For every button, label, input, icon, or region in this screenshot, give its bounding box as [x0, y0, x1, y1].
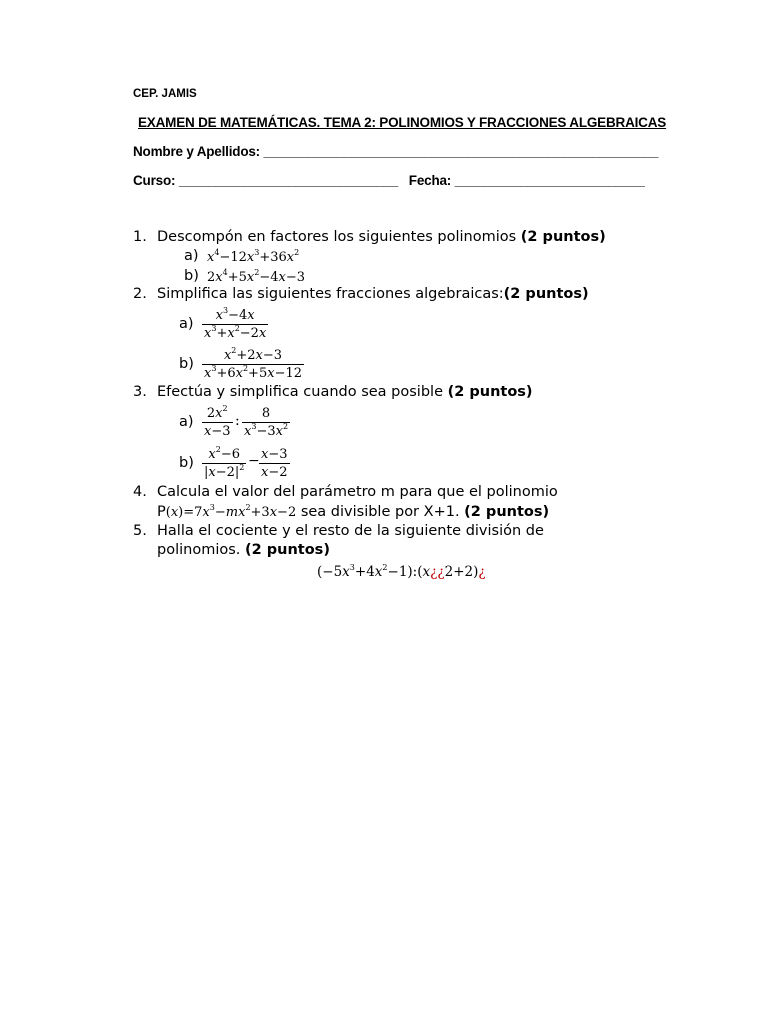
- course-blank: ______________________________: [178, 173, 399, 188]
- course-date-line: [133, 173, 645, 188]
- q2-statement: Simplifica las siguientes fracciones algebraicas:: [157, 286, 504, 302]
- name-line: [133, 144, 658, 159]
- q4-p-label: P: [157, 504, 166, 520]
- q3-a-fraction-2: $\frac{8}{x^3-3x^2}$: [244, 406, 289, 439]
- q4-points: (2 puntos): [464, 504, 550, 520]
- course-label: Curso:: [133, 173, 176, 188]
- q3-b-minus-sign: −: [248, 453, 260, 469]
- q4-text: Calcula el valor del parámetro m para que el polinomio: [157, 484, 558, 500]
- q5-text-line2: [157, 542, 330, 558]
- q3-b-label: b): [179, 455, 194, 471]
- q2-points: (2 puntos): [503, 286, 589, 302]
- date-blank: __________________________: [454, 173, 645, 188]
- q3-points: (2 puntos): [447, 384, 533, 400]
- q1-statement: Descompón en factores los siguientes polinomios: [157, 229, 521, 245]
- q3-a-label: a): [179, 414, 194, 430]
- q5-points: (2 puntos): [245, 542, 330, 558]
- q4-text-line2: [157, 504, 549, 520]
- q1-text: [157, 229, 606, 245]
- q4-number: 4.: [133, 484, 147, 500]
- q3-a-division-sign: :: [235, 413, 240, 429]
- q4-statement-end: sea divisible por X+1.: [296, 504, 465, 520]
- q3-number: 3.: [133, 384, 147, 400]
- q2-b-fraction: $\frac{x^2+2x-3}{x^3+6x^2+5x-12}$: [204, 346, 302, 381]
- q2-a-label: a): [179, 316, 194, 332]
- q2-b-label: b): [179, 356, 194, 372]
- q3-a-fraction-1: $\frac{2x^2}{x-3}$: [204, 404, 231, 439]
- q1-points: (2 puntos): [520, 229, 606, 245]
- name-label: Nombre y Apellidos:: [133, 144, 260, 159]
- q1-b-expression: $2x^4+5x^2-4x-3$: [207, 268, 306, 285]
- q3-b-fraction-2: $\frac{x-3}{x-2}$: [261, 447, 288, 480]
- school-name: CEP. JAMIS: [133, 88, 197, 100]
- q2-number: 2.: [133, 286, 147, 302]
- q3-statement: Efectúa y simplifica cuando sea posible: [157, 384, 448, 400]
- q2-text: [157, 286, 589, 302]
- exam-title: EXAMEN DE MATEMÁTICAS. TEMA 2: POLINOMIOS Y FRACCIONES ALGEBRAICAS: [138, 115, 667, 130]
- q5-text: Halla el cociente y el resto de la siguiente división de: [157, 523, 544, 539]
- q1-b-label: b): [184, 268, 199, 284]
- q1-a-label: a): [184, 248, 199, 264]
- name-blank: ______________________________________________________: [263, 144, 659, 159]
- q5-number: 5.: [133, 523, 147, 539]
- q4-polynomial: $(x)=7x^3-mx^2+3x-2$: [165, 503, 297, 520]
- q5-division-expression: $(-5x^3+4x^2-1):(x¿¿2+2)¿$: [317, 563, 486, 580]
- date-label: Fecha:: [408, 173, 452, 188]
- q5-statement: polinomios.: [157, 542, 245, 558]
- q2-a-fraction: $\frac{x^3-4x}{x^3+x^2-2x}$: [204, 306, 267, 341]
- q3-b-fraction-1: $\frac{x^2-6}{|x-2|^2}$: [204, 445, 245, 480]
- q3-text: [157, 384, 533, 400]
- q1-number: 1.: [133, 229, 147, 245]
- q1-a-expression: $x^4-12x^3+36x^2$: [207, 248, 300, 265]
